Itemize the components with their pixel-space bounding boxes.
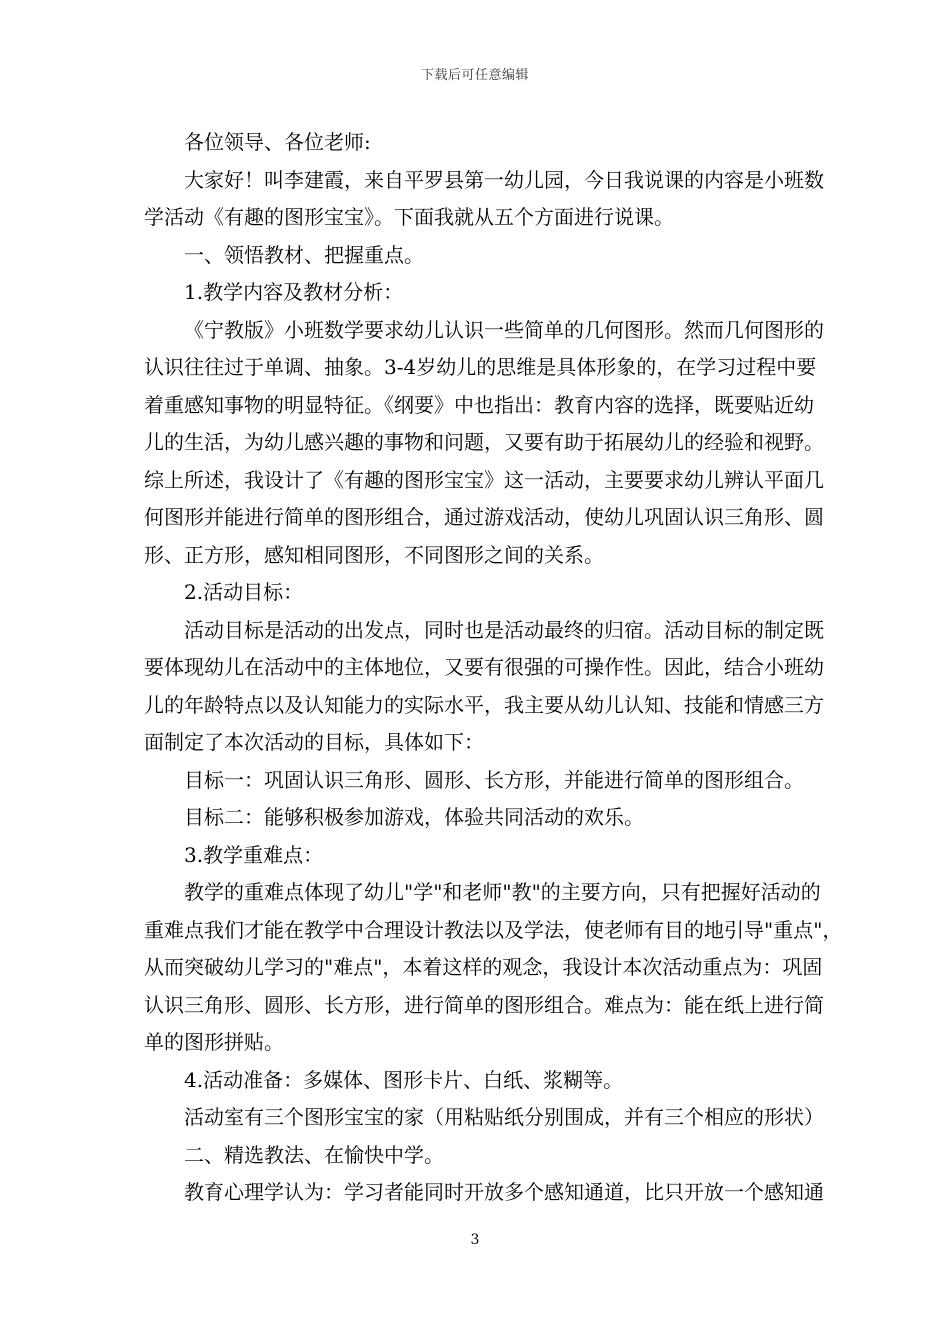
document-body [144,124,843,1212]
text-line: 教育心理学认为：学习者能同时开放多个感知通道，比只开放一个感知通 [184,1180,824,1204]
text-line: 活动室有三个图形宝宝的家（用粘贴纸分别围成，并有三个相应的形状） [184,1105,824,1129]
text-line: 3.教学重难点： [184,842,324,867]
text-line: 1.教学内容及教材分析： [184,280,404,304]
text-line: 《宁教版》小班数学要求幼儿认识一些简单的几何图形。然而几何图形的 [184,317,824,342]
text-line: 重难点我们才能在教学中合理设计教法以及学法，使老师有目的地引导"重点"， [144,917,843,942]
text-line: 着重感知事物的明显特征。《纲要》中也指出：教育内容的选择，既要贴近幼 [144,392,814,417]
text-line: 儿的生活，为幼儿感兴趣的事物和问题，又要有助于拓展幼儿的经验和视野。 [144,430,824,454]
text-line: 活动目标是活动的出发点，同时也是活动最终的归宿。活动目标的制定既 [184,617,824,642]
page-header-note: 下载后可任意编辑 [420,68,529,83]
text-line: 4.活动准备：多媒体、图形卡片、白纸、浆糊等。 [184,1067,624,1092]
text-line: 从而突破幼儿学习的"难点"，本着这样的观念，我设计本次活动重点为：巩固 [144,955,823,979]
text-line: 大家好！叫李建霞，来自平罗县第一幼儿园，今日我说课的内容是小班数 [184,167,824,192]
text-line: 何图形并能进行简单的图形组合，通过游戏活动，使幼儿巩固认识三角形、圆 [144,505,824,529]
text-line: 教学的重难点体现了幼儿"学"和老师"教"的主要方向，只有把握好活动的 [184,880,821,904]
text-line: 2.活动目标： [184,580,304,604]
text-line: 各位领导、各位老师: [184,130,371,154]
text-line: 儿的年龄特点以及认知能力的实际水平，我主要从幼儿认知、技能和情感三方 [144,692,824,717]
text-line: 一、领悟教材、把握重点。 [184,242,424,267]
text-line: 单的图形拼贴。 [144,1030,284,1054]
text-line: 综上所述，我设计了《有趣的图形宝宝》这一活动，主要要求幼儿辨认平面几 [144,467,824,492]
text-line: 面制定了本次活动的目标，具体如下： [144,730,484,754]
text-line: 认识往往过于单调、抽象。3-4岁幼儿的思维是具体形象的，在学习过程中要 [144,355,817,379]
text-line: 目标一：巩固认识三角形、圆形、长方形，并能进行简单的图形组合。 [184,767,804,792]
page-number: 3 [470,1232,480,1248]
text-line: 目标二：能够积极参加游戏，体验共同活动的欢乐。 [184,805,644,829]
text-line: 认识三角形、圆形、长方形，进行简单的图形组合。难点为：能在纸上进行简 [144,992,824,1017]
text-line: 学活动《有趣的图形宝宝》。下面我就从五个方面进行说课。 [144,205,674,229]
text-line: 形、正方形，感知相同图形，不同图形之间的关系。 [144,542,604,567]
text-line: 二、精选教法、在愉快中学。 [184,1142,444,1167]
text-line: 要体现幼儿在活动中的主体地位，又要有很强的可操作性。因此，结合小班幼 [144,655,824,679]
